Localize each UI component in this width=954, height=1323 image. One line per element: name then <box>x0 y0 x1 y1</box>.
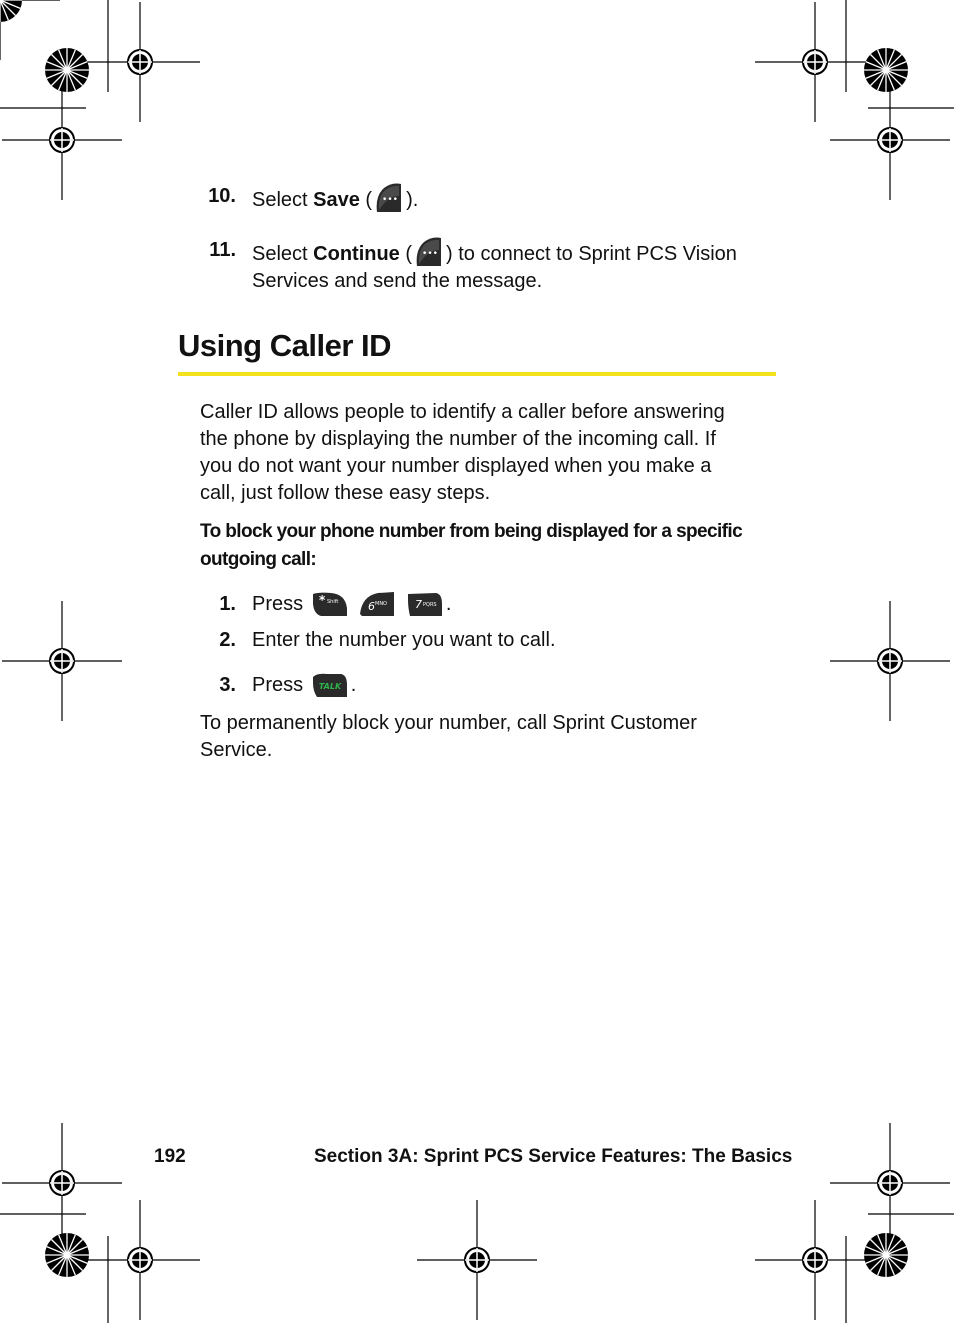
softkey-icon <box>374 182 404 214</box>
closing-line: Service. <box>200 739 273 761</box>
svg-text:TALK: TALK <box>318 682 341 691</box>
intro-line: call, just follow these easy steps. <box>200 482 491 504</box>
softkey-icon <box>414 236 444 268</box>
starburst-mark-icon <box>0 0 22 22</box>
subheading-line: To block your phone number from being displayed for a specific <box>200 521 743 542</box>
intro-line: you do not want your number displayed when you make a <box>200 455 712 477</box>
step-text: . <box>350 674 357 696</box>
talk-key-icon <box>311 671 349 699</box>
heading-rule <box>178 372 776 376</box>
step-text: ( <box>399 243 413 265</box>
step-text-line2: Services and send the message. <box>252 270 543 292</box>
intro-line: the phone by displaying the number of the incoming call. If <box>200 428 716 450</box>
step-number: 2. <box>219 629 236 651</box>
step-number: 3. <box>219 674 236 696</box>
svg-text:6: 6 <box>368 600 376 613</box>
intro-paragraph <box>200 399 770 507</box>
step-text: Enter the number you want to call. <box>252 629 556 651</box>
subheading-line: outgoing call: <box>200 549 317 570</box>
step-text: Select <box>252 243 314 265</box>
svg-text:MNO: MNO <box>375 601 388 607</box>
seven-pqrs-key-icon <box>406 590 444 618</box>
step-text: ) to connect to Sprint PCS Vision <box>446 243 737 265</box>
star-shift-key-icon <box>311 590 349 618</box>
closing-paragraph <box>200 710 770 764</box>
svg-text:Shift: Shift <box>326 599 339 605</box>
procedure-subheading <box>200 518 770 574</box>
section-heading: Using Caller ID <box>178 328 391 363</box>
save-label: Save <box>313 189 360 211</box>
svg-text:7: 7 <box>414 598 422 611</box>
svg-text:*: * <box>318 593 325 607</box>
step-number: 11. <box>209 239 236 261</box>
step-text: Press <box>252 674 304 696</box>
step-text: Select <box>252 189 314 211</box>
step-text: ). <box>406 189 419 211</box>
step-text: . <box>445 593 452 615</box>
svg-text:PQRS: PQRS <box>422 602 437 608</box>
section-footer-title: Section 3A: Sprint PCS Service Features: The Basics <box>314 1146 793 1167</box>
intro-line: Caller ID allows people to identify a caller before answering <box>200 401 725 423</box>
six-mno-key-icon <box>358 590 396 618</box>
continue-label: Continue <box>313 243 400 265</box>
svg-text:•••: ••• <box>422 249 438 259</box>
page-number: 192 <box>154 1146 186 1167</box>
closing-line: To permanently block your number, call Sprint Customer <box>200 712 697 734</box>
svg-text:•••: ••• <box>382 195 399 205</box>
step-text: ( <box>359 189 373 211</box>
step-number: 10. <box>208 185 236 207</box>
step-number: 1. <box>219 593 236 615</box>
step-text: Press <box>252 593 304 615</box>
